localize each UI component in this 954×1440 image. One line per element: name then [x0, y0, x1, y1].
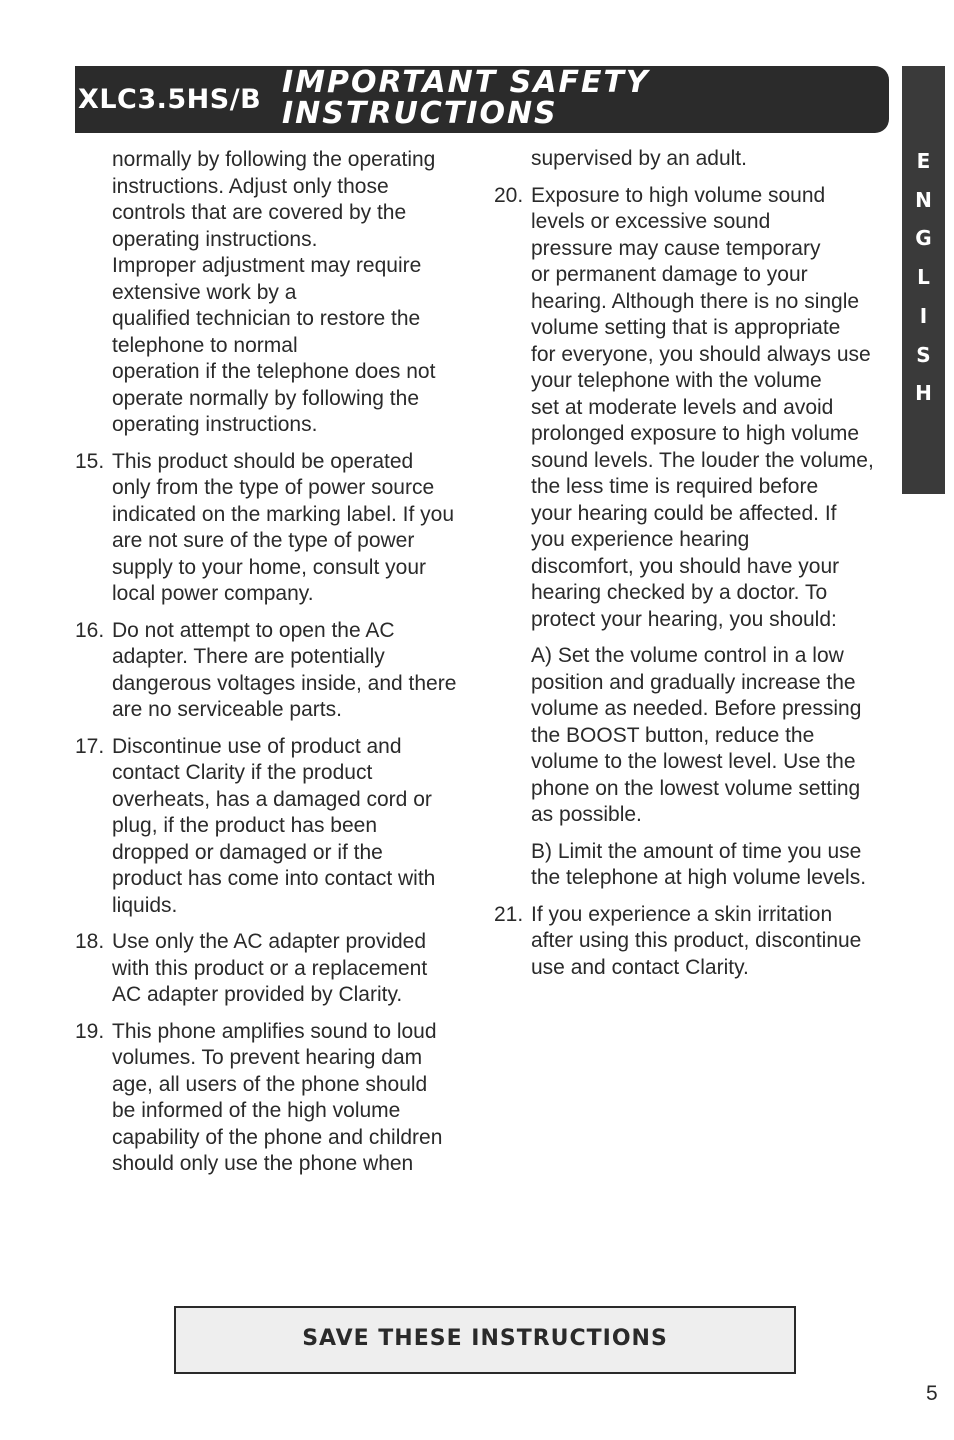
- text-line: or permanent damage to your: [531, 263, 808, 286]
- text-line: be informed of the high volume: [112, 1099, 401, 1122]
- text-line: normally by following the operating: [112, 148, 436, 171]
- page-title-line-1: IMPORTANT SAFETY: [282, 65, 650, 100]
- language-letter: I: [919, 303, 928, 328]
- text-line: discomfort, you should have your: [531, 554, 840, 578]
- text-line: after using this product, discontinue: [531, 929, 862, 952]
- text-line: contact Clarity if the product: [112, 761, 373, 784]
- item-14-continuation: [75, 147, 470, 439]
- text-line: adapter. There are potentially: [112, 645, 385, 668]
- list-item-15: [75, 449, 470, 608]
- save-instructions-box: SAVE THESE INSTRUCTIONS: [174, 1306, 796, 1374]
- list-item-17: [75, 734, 470, 920]
- text-line: are not sure of the type of power: [112, 529, 415, 552]
- text-line: volumes. To prevent hearing dam: [112, 1046, 423, 1069]
- text-line: your hearing could be affected. If: [531, 501, 837, 525]
- item-number: 18.: [75, 930, 105, 953]
- text-line: protect your hearing, you should:: [531, 607, 837, 631]
- left-column: [75, 147, 470, 1178]
- text-line: sound levels. The louder the volume,: [531, 448, 874, 472]
- text-line: liquids.: [112, 893, 178, 917]
- text-line: as possible.: [531, 803, 642, 826]
- text-line: Discontinue use of product and: [112, 734, 402, 758]
- text-line: position and gradually increase the: [531, 670, 856, 694]
- text-line: Improper adjustment may require: [112, 254, 422, 277]
- text-line: operate normally by following the: [112, 386, 420, 410]
- list-item-16: [75, 618, 470, 724]
- text-line: hearing. Although there is no single: [531, 289, 860, 313]
- text-line: operation if the telephone does not: [112, 360, 436, 383]
- text-line: A) Set the volume control in a low: [531, 644, 844, 667]
- item-text: [531, 183, 894, 634]
- right-column: [494, 146, 894, 981]
- text-line: levels or excessive sound: [531, 210, 771, 233]
- text-line: pressure may cause temporary: [531, 236, 821, 260]
- item-number: 17.: [75, 734, 105, 758]
- text-line: Use only the AC adapter provided: [112, 930, 427, 953]
- item-text: [112, 734, 470, 920]
- list-item-19: [75, 1019, 470, 1178]
- language-letter: G: [915, 226, 932, 251]
- language-letter: S: [916, 342, 931, 367]
- text-line: plug, if the product has been: [112, 814, 378, 837]
- text-line: Do not attempt to open the AC: [112, 618, 395, 642]
- text-line: you experience hearing: [531, 528, 750, 551]
- list-item-20: [494, 183, 894, 634]
- text-line: the telephone at high volume levels.: [531, 866, 867, 889]
- item-text: [112, 1019, 470, 1178]
- model-number: XLC3.5HS/B: [78, 84, 262, 115]
- text-line: controls that are covered by the: [112, 201, 407, 224]
- item-text: [531, 902, 894, 982]
- item-number: 16.: [75, 618, 105, 642]
- text-line: are no serviceable parts.: [112, 698, 342, 721]
- language-letter: N: [915, 187, 932, 212]
- text-line: prolonged exposure to high volume: [531, 422, 860, 445]
- language-tab: [902, 66, 945, 494]
- text-line: use and contact Clarity.: [531, 955, 749, 979]
- language-letter: H: [915, 381, 932, 406]
- text-line: This product should be operated: [112, 449, 414, 473]
- text-line: This phone amplifies sound to loud: [112, 1019, 437, 1043]
- text-line: operating instructions.: [112, 227, 318, 251]
- text-line: your telephone with the volume: [531, 369, 822, 392]
- list-item-21: [494, 902, 894, 982]
- text-line: for everyone, you should always use: [531, 342, 871, 366]
- text-line: only from the type of power source: [112, 476, 435, 499]
- text-line: age, all users of the phone should: [112, 1072, 428, 1096]
- text-line: AC adapter provided by Clarity.: [112, 983, 403, 1006]
- text-line: capability of the phone and children: [112, 1125, 443, 1149]
- text-line: qualified technician to restore the: [112, 307, 421, 330]
- text-line: the less time is required before: [531, 475, 819, 498]
- text-line: instructions. Adjust only those: [112, 174, 389, 198]
- text-line: set at moderate levels and avoid: [531, 395, 834, 419]
- text-line: If you experience a skin irritation: [531, 902, 833, 926]
- text-line: the BOOST button, reduce the: [531, 723, 815, 747]
- text-line: dropped or damaged or if the: [112, 840, 383, 864]
- list-item-18: [75, 929, 470, 1009]
- text-line: volume as needed. Before pressing: [531, 697, 862, 720]
- header-bar: [75, 66, 889, 133]
- text-line: telephone to normal: [112, 333, 298, 357]
- item-text: [112, 449, 470, 608]
- text-line: product has come into contact with: [112, 867, 436, 890]
- text-line: supply to your home, consult your: [112, 555, 426, 579]
- item-19-continuation: [494, 146, 894, 173]
- text-line: with this product or a replacement: [112, 956, 428, 980]
- text-line: indicated on the marking label. If you: [112, 502, 455, 526]
- text-line: phone on the lowest volume setting: [531, 776, 861, 800]
- text-line: dangerous voltages inside, and there: [112, 671, 457, 695]
- text-line: supervised by an adult.: [531, 147, 747, 170]
- item-text: [112, 929, 470, 1009]
- item-number: 15.: [75, 449, 105, 473]
- item-number: 19.: [75, 1019, 105, 1043]
- item-text: [112, 618, 470, 724]
- page-title-line-2: INSTRUCTIONS: [282, 96, 558, 131]
- item-number: 21.: [494, 902, 524, 926]
- sub-item-b: [494, 839, 894, 892]
- item-number: 20.: [494, 183, 524, 207]
- sub-item-a: [494, 643, 894, 829]
- page-number: 5: [926, 1382, 938, 1405]
- text-line: overheats, has a damaged cord or: [112, 787, 432, 811]
- text-line: extensive work by a: [112, 280, 297, 304]
- language-tab-letters: [902, 142, 945, 413]
- text-line: Exposure to high volume sound: [531, 183, 826, 207]
- text-line: should only use the phone when: [112, 1152, 414, 1175]
- language-letter: E: [916, 149, 931, 173]
- text-line: B) Limit the amount of time you use: [531, 839, 862, 863]
- text-line: hearing checked by a doctor. To: [531, 581, 828, 604]
- page-title: [282, 67, 650, 129]
- text-line: operating instructions.: [112, 413, 318, 436]
- text-line: volume setting that is appropriate: [531, 316, 841, 339]
- text-line: local power company.: [112, 582, 314, 605]
- text-line: volume to the lowest level. Use the: [531, 750, 856, 773]
- language-letter: L: [917, 265, 930, 290]
